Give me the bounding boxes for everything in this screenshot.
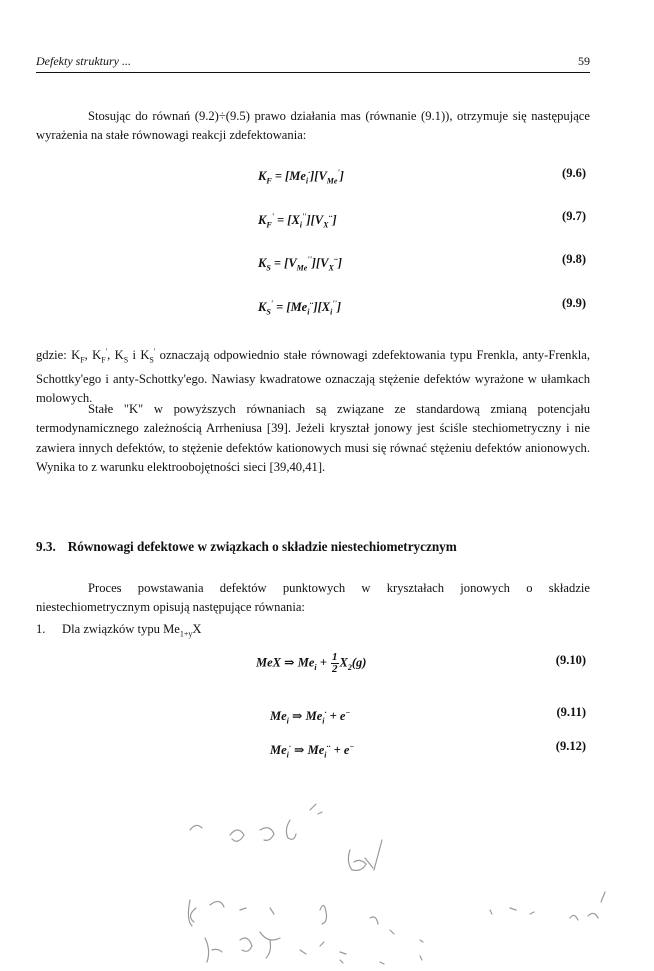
equation-9-6: $K_F = [Me_i^\cdot][V_{Me}']$ [258, 168, 344, 186]
paragraph-gdzie: gdzie: $K_F$, $K_F'$, $K_S$ i $K_S'$ oznaczają odpowiednio stałe równowagi zdefektowania typu Frenkla, anty-Frenkla, Schottky'ego i anty-Schottky'ego. Nawiasy kwadratowe oznaczają stężenie defektów wyrażone w ułamkach molowych. [36, 347, 590, 406]
equation-number-9-8: (9.8) [562, 252, 586, 266]
equation-number-9-9: (9.9) [562, 296, 586, 310]
equation-number-9-7: (9.7) [562, 209, 586, 223]
equation-9-9: $K_S' = [Me_i^{\cdot\cdot}][X_i'']$ [258, 299, 341, 317]
equation-number-9-10: (9.10) [555, 653, 586, 667]
list-item [36, 622, 201, 639]
running-header-title: Defekty struktury ... [36, 54, 131, 68]
pencil-scribbles [150, 790, 630, 971]
list-item-number: 1. [36, 622, 46, 636]
header-rule [36, 72, 590, 73]
equation-number-9-6: (9.6) [562, 166, 586, 180]
equation-number-9-12: (9.12) [555, 739, 586, 753]
paragraph-proces: Proces powstawania defektów punktowych w kryształach jonowych o składzie niestechiometrycznym opisują następujące równania: [36, 581, 590, 615]
section-heading [36, 539, 457, 555]
page-number: 59 [578, 54, 590, 68]
equation-9-10: MeX ⇒ $Me_i$ + $\frac{1}{2}$ $X_2(g)$ [256, 651, 367, 675]
paragraph-intro: Stosując do równań (9.2)÷(9.5) prawo działania mas (równanie (9.1)), otrzymuje się następujące wyrażenia na stałe równowagi reakcji zdefektowania: [36, 109, 590, 143]
paragraph-stale: Stałe "K" w powyższych równaniach są związane ze standardową zmianą potencjału termodynamicznego zależnością Arrheniusa [39]. Jeżeli kryształ jonowy jest ściśle stechiometryczny i nie zawiera innych defektów, to stężenie defektów kationowych musi się równać stężeniu defektów anionowych. Wynika to z warunku elektroobojętności sieci [39,40,41]. [36, 402, 590, 474]
section-title: Równowagi defektowe w związkach o składzie niestechiometrycznym [67, 539, 457, 554]
list-item-text: Dla związków typu $Me_{1+y}X$ [62, 622, 202, 639]
section-number: 9.3. [36, 539, 56, 554]
equation-9-8: $K_S = [V_{Me}''][V_X^{\cdot\cdot}]$ [258, 255, 342, 273]
equation-9-7: $K_F' = [X_i''][V_X^{\cdot\cdot}]$ [258, 212, 337, 230]
equation-9-12: $Me_i^\cdot$ ⇒ $Me_i^{\cdot\cdot} + e^-$ [270, 742, 355, 760]
equation-number-9-11: (9.11) [556, 705, 586, 719]
equation-9-11: $Me_i$ ⇒ $Me_i^\cdot + e^-$ [270, 708, 351, 726]
